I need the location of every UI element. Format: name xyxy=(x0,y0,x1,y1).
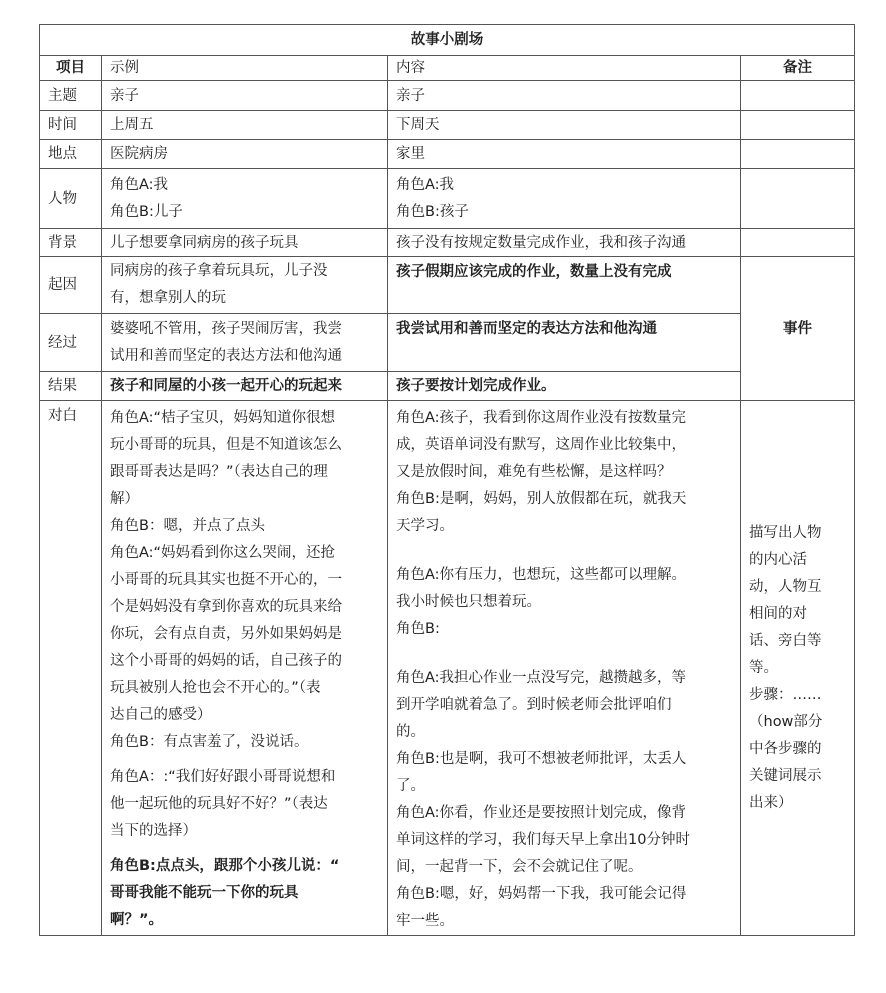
story-theater-table xyxy=(39,24,855,936)
dialog-line: 的。 xyxy=(396,724,425,740)
note-line: （how部分 xyxy=(749,713,823,730)
dialog-line: 我小时候也只想着玩。 xyxy=(396,594,541,610)
spacer xyxy=(110,756,379,764)
row-background xyxy=(40,229,855,257)
dialog-line: 个是妈妈没有拿到你喜欢的玩具来给 xyxy=(110,599,342,615)
dialog-line: 角色B:嗯，好，妈妈帮一下我，我可能会记得 xyxy=(396,886,687,902)
dialog-line: 解） xyxy=(110,491,139,507)
note-line: 话、旁白等 xyxy=(749,632,822,649)
note-line: 中各步骤的 xyxy=(749,740,822,757)
example-cause xyxy=(102,257,388,314)
note-line: 步骤：…… xyxy=(749,686,822,703)
dialog-line: 跟哥哥表达是吗？”（表达自己的理 xyxy=(110,464,328,480)
dialog-line: 角色A:我担心作业一点没写完，越攒越多，等 xyxy=(396,670,687,686)
content-character-b: 角色B:孩子 xyxy=(396,203,469,220)
note-theme xyxy=(741,81,855,111)
label-cause: 起因 xyxy=(40,257,102,314)
table-title: 故事小剧场 xyxy=(40,25,855,56)
example-character-a: 角色A:我 xyxy=(110,176,169,193)
note-time xyxy=(741,111,855,140)
dialog-line: 成，英语单词没有默写，这周作业比较集中， xyxy=(396,437,686,453)
dialog-line: 角色B：嗯，并点了点头 xyxy=(110,518,265,534)
label-result: 结果 xyxy=(40,372,102,401)
dialog-line: 啊？”。 xyxy=(110,912,164,928)
note-background xyxy=(741,229,855,257)
dialog-line: 哥哥我能不能玩一下你的玩具 xyxy=(110,885,299,901)
example-result: 孩子和同屋的小孩一起开心的玩起来 xyxy=(102,372,388,401)
dialog-line: 又是放假时间，难免有些松懈，是这样吗？ xyxy=(396,464,672,480)
example-character-b: 角色B:儿子 xyxy=(110,203,183,220)
content-process: 我尝试用和善而坚定的表达方法和他沟通 xyxy=(388,314,741,372)
row-dialog xyxy=(40,401,855,936)
example-place: 医院病房 xyxy=(102,140,388,169)
dialog-line: 天学习。 xyxy=(396,518,454,534)
note-line: 相间的对 xyxy=(749,605,807,622)
example-theme: 亲子 xyxy=(102,81,388,111)
content-dialog xyxy=(388,401,741,936)
note-line: 描写出人物 xyxy=(749,524,822,541)
spacer xyxy=(110,845,379,853)
content-theme: 亲子 xyxy=(388,81,741,111)
dialog-line: 角色A：:“我们好好跟小哥哥说想和 xyxy=(110,769,336,785)
label-background: 背景 xyxy=(40,229,102,257)
content-cause: 孩子假期应该完成的作业，数量上没有完成 xyxy=(388,257,741,314)
row-time xyxy=(40,111,855,140)
header-example: 示例 xyxy=(102,56,388,81)
dialog-line: 角色B:是啊，妈妈，别人放假都在玩，就我天 xyxy=(396,491,687,507)
dialog-line: 他一起玩他的玩具好不好？”（表达 xyxy=(110,796,328,812)
dialog-line: 角色B: xyxy=(396,621,440,637)
note-line: 出来） xyxy=(749,794,793,811)
label-theme: 主题 xyxy=(40,81,102,111)
label-process: 经过 xyxy=(40,314,102,372)
example-characters xyxy=(102,169,388,229)
dialog-line: 角色A:“桔子宝贝，妈妈知道你很想 xyxy=(110,410,336,426)
dialog-line: 牢一些。 xyxy=(396,913,454,929)
dialog-line: 当下的选择） xyxy=(110,823,197,839)
example-process xyxy=(102,314,388,372)
content-place: 家里 xyxy=(388,140,741,169)
dialog-line: 到开学咱就着急了。到时候老师会批评咱们 xyxy=(396,697,672,713)
dialog-line: 单词这样的学习，我们每天早上拿出10分钟时 xyxy=(396,832,690,848)
example-time: 上周五 xyxy=(102,111,388,140)
note-line: 关键词展示 xyxy=(749,767,822,784)
header-item: 项目 xyxy=(40,56,102,81)
dialog-line: 玩小哥哥的玩具，但是不知道该怎么 xyxy=(110,437,342,453)
example-process-line: 试用和善而坚定的表达方法和他沟通 xyxy=(110,347,342,364)
label-place: 地点 xyxy=(40,140,102,169)
content-character-a: 角色A:我 xyxy=(396,176,455,193)
spacer xyxy=(396,643,732,665)
label-time: 时间 xyxy=(40,111,102,140)
dialog-line: 玩具被别人抢也会不开心的。”（表 xyxy=(110,680,321,696)
dialog-line: 这个小哥哥的妈妈的话，自己孩子的 xyxy=(110,653,342,669)
dialog-line: 你玩，会有点自责，另外如果妈妈是 xyxy=(110,626,342,642)
spacer xyxy=(396,540,732,562)
example-dialog xyxy=(102,401,388,936)
row-theme xyxy=(40,81,855,111)
row-place xyxy=(40,140,855,169)
dialog-line: 角色B:点点头，跟那个小孩儿说：“ xyxy=(110,858,340,874)
label-dialog: 对白 xyxy=(40,401,102,936)
note-place xyxy=(741,140,855,169)
row-cause xyxy=(40,257,855,314)
example-cause-line: 同病房的孩子拿着玩具玩，儿子没 xyxy=(110,263,328,279)
header-row xyxy=(40,56,855,81)
row-process xyxy=(40,314,855,372)
dialog-line: 角色A:“妈妈看到你这么哭闹，还抢 xyxy=(110,545,336,561)
content-background: 孩子没有按规定数量完成作业，我和孩子沟通 xyxy=(388,229,741,257)
content-characters xyxy=(388,169,741,229)
note-line: 的内心活 xyxy=(749,551,807,568)
note-line: 动，人物互 xyxy=(749,578,822,595)
dialog-line: 角色A:孩子，我看到你这周作业没有按数量完 xyxy=(396,410,687,426)
dialog-line: 小哥哥的玩具其实也挺不开心的，一 xyxy=(110,572,342,588)
dialog-line: 间，一起背一下，会不会就记住了呢。 xyxy=(396,859,643,875)
example-process-line: 婆婆吼不管用，孩子哭闹厉害，我尝 xyxy=(110,320,342,337)
dialog-line: 了。 xyxy=(396,778,425,794)
header-content: 内容 xyxy=(388,56,741,81)
content-result: 孩子要按计划完成作业。 xyxy=(388,372,741,401)
row-result xyxy=(40,372,855,401)
dialog-line: 角色B：有点害羞了，没说话。 xyxy=(110,734,309,750)
dialog-line: 角色A:你看，作业还是要按照计划完成，像背 xyxy=(396,805,687,821)
content-time: 下周天 xyxy=(388,111,741,140)
label-characters: 人物 xyxy=(40,169,102,229)
dialog-line: 角色B:也是啊，我可不想被老师批评，太丢人 xyxy=(396,751,687,767)
header-note: 备注 xyxy=(741,56,855,81)
note-characters xyxy=(741,169,855,229)
example-cause-line: 有，想拿别人的玩 xyxy=(110,290,226,306)
dialog-line: 达自己的感受） xyxy=(110,707,212,723)
row-characters xyxy=(40,169,855,229)
title-row xyxy=(40,25,855,56)
dialog-line: 角色A:你有压力，也想玩，这些都可以理解。 xyxy=(396,567,687,583)
example-background: 儿子想要拿同病房的孩子玩具 xyxy=(102,229,388,257)
note-line: 等。 xyxy=(749,659,778,676)
note-event: 事件 xyxy=(741,257,855,401)
note-dialog xyxy=(741,401,855,936)
